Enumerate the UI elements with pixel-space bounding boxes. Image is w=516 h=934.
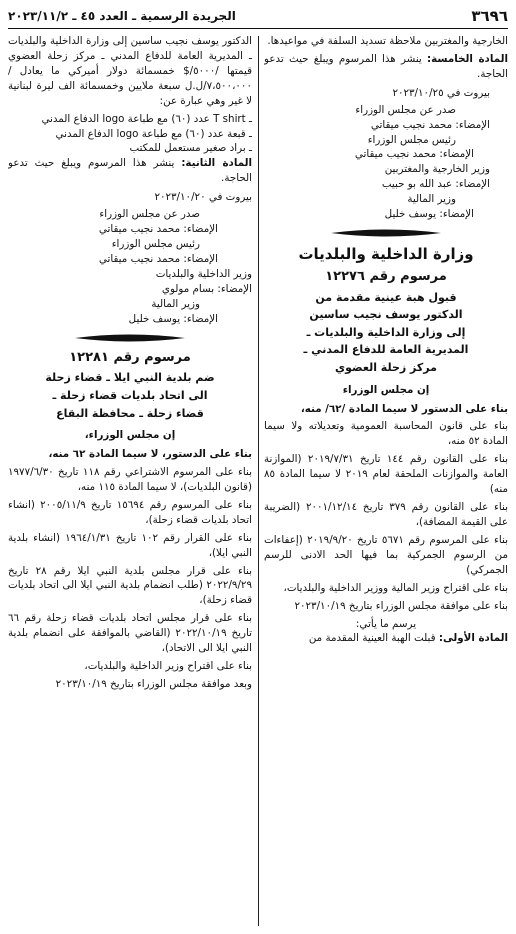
subject-line: ضم بلدية النبي ايلا ـ قضاء زحلة (45, 371, 215, 385)
signatures-left (8, 207, 252, 326)
signature-line: الإمضاء: عبد الله بو حبيب (381, 178, 490, 191)
list-item: ـ T shirt عدد (٦٠) مع طباعة logo الدفاع المدني (41, 112, 252, 125)
recital: بناء على المرسوم رقم ٥٦٧١ تاريخ ٢٠١٩/٩/٢٠ (إعفاءات من الرسوم الجمركية بما فيها الحد الادنى للرسم الجمركي) (264, 533, 508, 576)
signature-line: وزير الداخلية والبلديات (155, 267, 252, 280)
article-2-label: المادة الثانية: (181, 157, 252, 170)
signature-line: الإمضاء: محمد نجيب ميقاتي (98, 223, 218, 236)
subject-line: الدكتور يوسف نجيب ساسين (309, 308, 463, 322)
article-2 (8, 156, 252, 186)
recital: بناء على القانون رقم ٣٧٩ تاريخ ٢٠٠١/١٢/١٤ (الضريبة على القيمة المضافة)، (264, 501, 508, 528)
recital: بناء على اقتراح وزير المالية ووزير الداخلية والبلديات، (283, 581, 508, 594)
signature-line: رئيس مجلس الوزراء (111, 237, 200, 250)
signing-date-left: بيروت في ٢٠٢٣/١٠/٢٠ (154, 191, 252, 204)
decree-subject-left (8, 369, 252, 422)
ornament-line-icon (75, 333, 185, 343)
recital: بناء على الدستور لا سيما المادة /٦٢/ منه، (300, 402, 508, 415)
section-ornament (264, 228, 508, 238)
page-header (8, 6, 508, 29)
left-column (8, 34, 252, 928)
recital: بناء على القرار رقم ١٠٢ تاريخ ١٩٦٤/١/٣١ (انشاء بلدية النبي ايلا)، (8, 531, 252, 559)
signature-line: وزير المالية (151, 297, 200, 310)
signature-line: الإمضاء: بسام مولوي (161, 282, 252, 295)
signature-line: وزير المالية (407, 193, 456, 206)
article-2-text: ينشر هذا المرسوم ويبلغ حيث تدعو الحاجة. (8, 157, 252, 185)
subject-line: إلى وزارة الداخلية والبلديات ـ (306, 325, 466, 339)
council-heading-left: إن مجلس الوزراء، (84, 429, 176, 442)
article-5 (264, 52, 508, 82)
decree-subject-right (264, 289, 508, 377)
subject-line: المديرية العامة للدفاع المدني ـ (303, 343, 469, 357)
subject-line: قبول هبة عينية مقدمة من (315, 290, 457, 304)
article-1 (264, 631, 508, 646)
signatures-right (264, 103, 508, 222)
ornament-line-icon (331, 228, 441, 238)
column-divider (258, 36, 259, 926)
article-5-text: ينشر هذا المرسوم ويبلغ حيث تدعو الحاجة. (264, 52, 508, 80)
recital: بناء على المرسوم رقم ١٥٦٩٤ تاريخ ٢٠٠٥/١١/٩ (انشاء اتحاد بلديات قضاء زحلة)، (8, 498, 252, 526)
signature-line: وزير الخارجية والمغتربين (384, 163, 490, 176)
paragraph-top-left: الدكتور يوسف نجيب ساسين إلى وزارة الداخلية والبلديات ـ المديرية العامة للدفاع المدني ـ مركز زحلة العضوي قيمتها /٥٠٠٠/$ خمسمائة دولار أميركي ما يعادل /٧،٥٠٠،٠٠٠/ل.ل سبعة ملايين وخمسمائة الف ليرة لبنانية لا غير وهي عبارة عن: (8, 35, 252, 107)
list-item: ـ قبعة عدد (٦٠) مع طباعة logo الدفاع المدني (55, 127, 252, 140)
list-item: ـ براد صغير مستعمل للمكتب (129, 142, 252, 155)
signature-line: رئيس مجلس الوزراء (367, 133, 456, 146)
ministry-title: وزارة الداخلية والبلديات (298, 245, 474, 264)
recital: بناء على موافقة مجلس الوزراء بتاريخ ٢٠٢٣/١٠/١٩ (294, 599, 508, 612)
section-ornament (8, 333, 252, 343)
right-column (264, 34, 508, 928)
signature-line: الإمضاء: يوسف خليل (384, 208, 474, 221)
signature-line: صدر عن مجلس الوزراء (355, 103, 456, 116)
article-1-label: المادة الأولى: (438, 632, 508, 645)
recital: بناء على قرار مجلس اتحاد بلديات قضاء زحلة رقم ٦٦ تاريخ ٢٠٢٢/١٠/١٩ (القاضي بالموافقة على انضمام بلدية النبي ايلا الى الاتحاد)، (8, 612, 252, 655)
signature-line: صدر عن مجلس الوزراء (99, 208, 200, 221)
recital: بناء على قانون المحاسبة العمومية وتعديلاته ولا سيما المادة ٥٢ منه، (264, 420, 508, 448)
decides-line: يرسم ما يأتي: (355, 617, 417, 630)
recital: بناء على قرار مجلس بلدية النبي ايلا رقم ٢٨ تاريخ ٢٠٢٢/٩/٢٩ (طلب انضمام بلدية النبي ايلا الى اتحاد بلديات قضاء زحلة)، (8, 564, 252, 607)
decree-number-right: مرسوم رقم ١٢٢٧٦ (325, 268, 447, 284)
recital: بناء على القانون رقم ١٤٤ تاريخ ٢٠١٩/٧/٣١ (الموازنة العامة والموازنات الملحقة لعام ٢٠١٩ لا سيما المادة ٨٥ منه) (264, 453, 508, 496)
page-number: ٣٦٩٦ (471, 7, 508, 26)
subject-line: مركز زحلة العضوي (335, 361, 437, 375)
article-5-label: المادة الخامسة: (427, 52, 508, 65)
recital: وبعد موافقة مجلس الوزراء بتاريخ ٢٠٢٣/١٠/١٩ (55, 677, 252, 690)
decree-number-left: مرسوم رقم ١٢٢٨١ (69, 349, 191, 365)
article-1-text: قبلت الهبة العينية المقدمة من (308, 632, 439, 645)
signature-line: الإمضاء: محمد نجيب ميقاتي (354, 148, 474, 161)
signing-date-right: بيروت في ٢٠٢٣/١٠/٢٥ (392, 86, 490, 99)
recital: بناء على اقتراح وزير الداخلية والبلديات، (84, 660, 252, 673)
recital: بناء على المرسوم الاشتراعي رقم ١١٨ تاريخ ١٩٧٧/٦/٣٠ (قانون البلديات)، لا سيما المادة ١١٥ منه، (8, 465, 252, 493)
council-heading-right: إن مجلس الوزراء (342, 383, 430, 396)
signature-line: الإمضاء: محمد نجيب ميقاتي (98, 252, 218, 265)
signature-line: الإمضاء: محمد نجيب ميقاتي (370, 118, 490, 131)
journal-issue: الجريدة الرسمية ـ العدد ٤٥ ـ ٢٠٢٣/١١/٢ (8, 9, 236, 24)
paragraph-top-right: الخارجية والمغتربين ملاحظة تسديد السلفة في مواعيدها. (267, 35, 508, 47)
signature-line: الإمضاء: يوسف خليل (128, 312, 218, 325)
subject-line: الى اتحاد بلديات قضاء زحلة ـ (52, 388, 208, 402)
recital: بناء على الدستور، لا سيما المادة ٦٢ منه، (48, 448, 252, 461)
subject-line: قضاء زحلة ـ محافظة البقاع (56, 406, 204, 420)
